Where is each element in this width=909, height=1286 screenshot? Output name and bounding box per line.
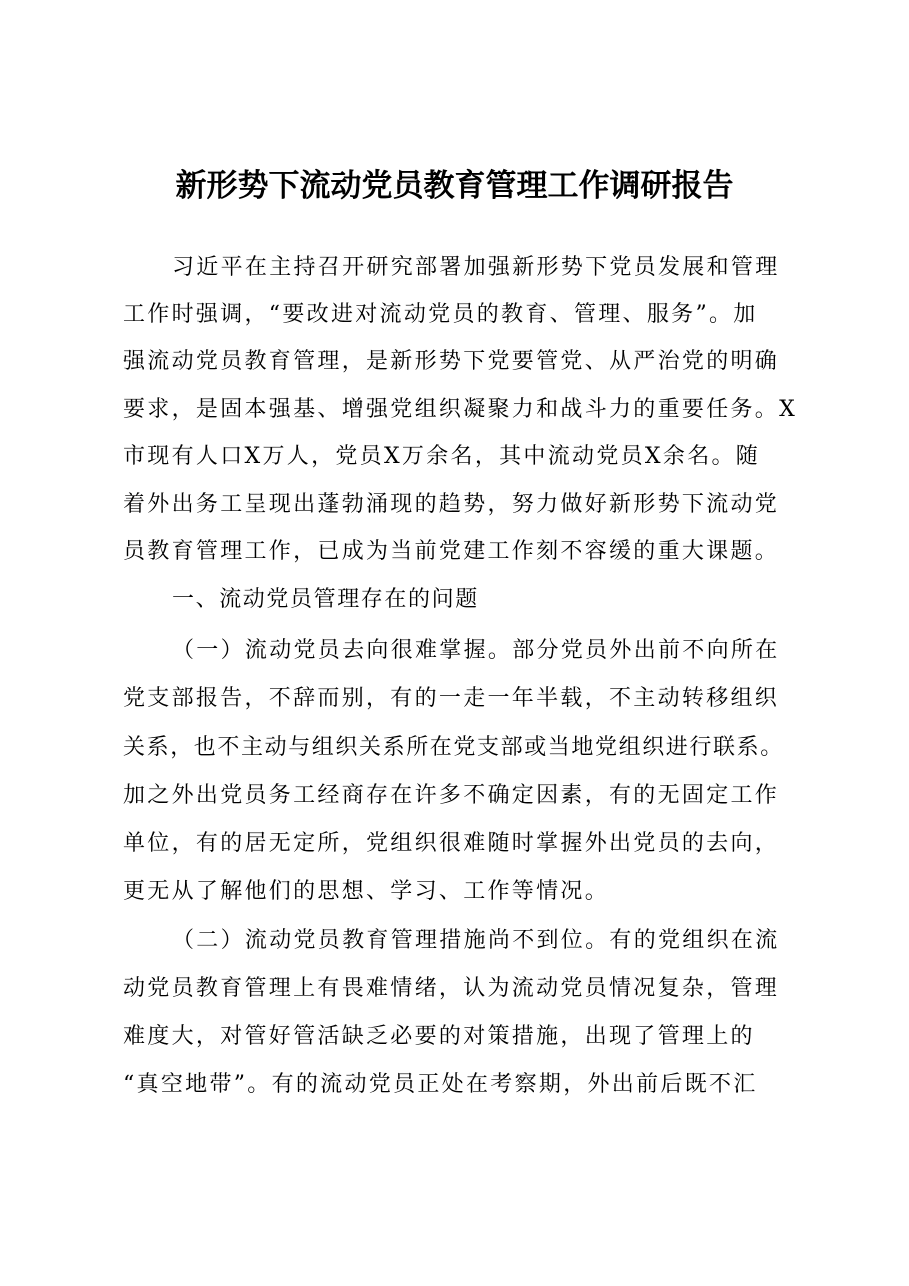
- paragraph-line: （一）流动党员去向很难掌握。部分党员外出前不向所在: [172, 638, 780, 663]
- section-heading: 一、流动党员管理存在的问题: [172, 587, 479, 612]
- paragraph-line: 着外出务工呈现出蓬勃涌现的趋势，努力做好新形势下流动党: [123, 492, 780, 517]
- paragraph-line: 关系，也不主动与组织关系所在党支部或当地党组织进行联系。: [123, 735, 784, 760]
- paragraph-line: 动党员教育管理上有畏难情绪，认为流动党员情况复杂，管理: [123, 976, 780, 1001]
- paragraph-line: “真空地带”。有的流动党员正处在考察期，外出前后既不汇: [123, 1072, 758, 1097]
- paragraph-line: 要求，是固本强基、增强党组织凝聚力和战斗力的重要任务。X: [123, 397, 798, 422]
- paragraph-line: 单位，有的居无定所，党组织很难随时掌握外出党员的去向，: [123, 831, 780, 856]
- paragraph-line: 习近平在主持召开研究部署加强新形势下党员发展和管理: [172, 255, 780, 280]
- paragraph-line: 市现有人口X万人，党员X万余名，其中流动党员X余名。随: [123, 444, 761, 469]
- paragraph-line: （二）流动党员教育管理措施尚不到位。有的党组织在流: [172, 928, 780, 953]
- paragraph-line: 党支部报告，不辞而别，有的一走一年半载，不主动转移组织: [123, 686, 780, 711]
- paragraph-line: 更无从了解他们的思想、学习、工作等情况。: [123, 879, 610, 904]
- paragraph-line: 加之外出党员务工经商存在许多不确定因素，有的无固定工作: [123, 783, 780, 808]
- paragraph-line: 强流动党员教育管理，是新形势下党要管党、从严治党的明确: [123, 349, 780, 374]
- document-title: 新形势下流动党员教育管理工作调研报告: [175, 168, 734, 204]
- paragraph-line: 难度大，对管好管活缺乏必要的对策措施，出现了管理上的: [123, 1024, 755, 1049]
- paragraph-line: 员教育管理工作，已成为当前党建工作刻不容缓的重大课题。: [123, 539, 780, 564]
- paragraph-line: 工作时强调，“要改进对流动党员的教育、管理、服务”。加: [123, 302, 758, 327]
